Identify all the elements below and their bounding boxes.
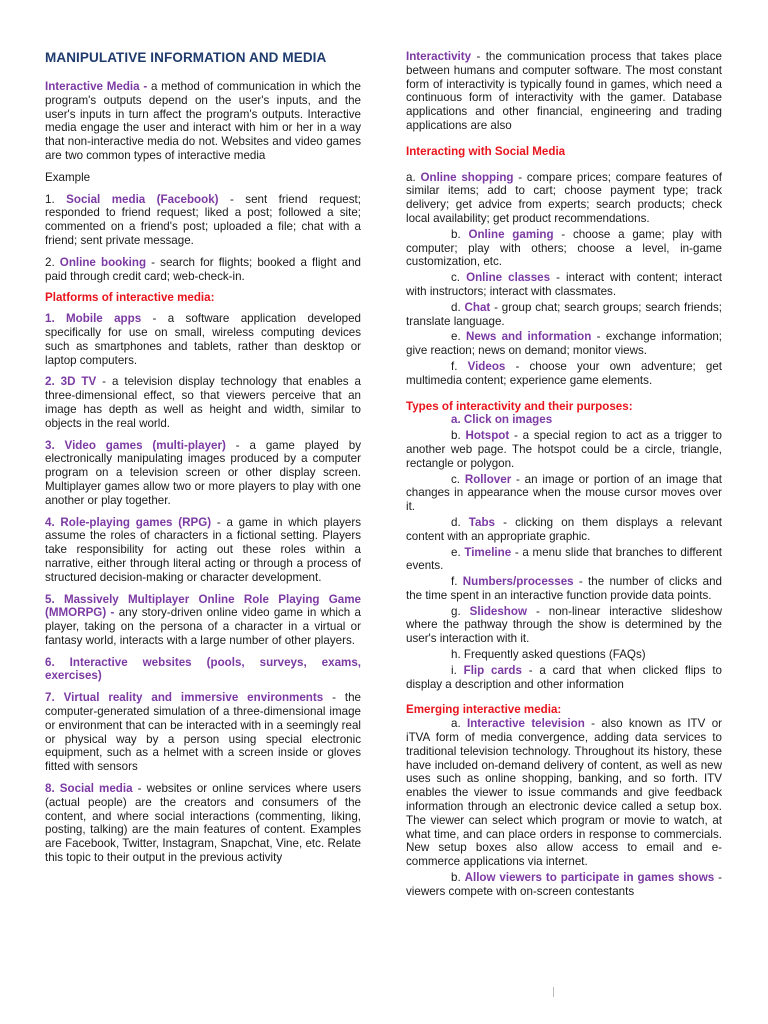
social-item: d. Chat - group chat; search groups; search friends; translate language. [406, 300, 722, 328]
interactive-media-definition: Interactive Media - a method of communication in which the program's outputs depend on the user's inputs, and the user's inputs in turn affect the program's outputs. Interactive media engage the user and interact with him or her in a way that non-interactive media do not. Websites and video games are two common types of interactive media [45, 80, 361, 162]
emerging-item: b. Allow viewers to participate in games shows - viewers compete with on-screen contestants [406, 871, 722, 898]
interactivity-definition: Interactivity - the communication process that takes place between humans and computer software. The most constant form of interactivity is typically found in games, which need a continuous form of interactivity with the gamer. Database applications and other financial, engineering and trading applications are also [406, 50, 722, 132]
type-item: c. Rollover - an image or portion of an image that changes in appearance when the mouse cursor moves over it. [406, 472, 722, 514]
platform-item: 2. 3D TV - a television display technology that enables a three-dimensional effect, so that viewers perceive that an image has depth as well as height and width, similar to objects in the real world. [45, 375, 361, 430]
platform-item: 8. Social media - websites or online services where users (actual people) are the creators and consumers of the content, and where social interactions (commenting, liking, posting, talking) are the main features of content. Examples are Facebook, Twitter, Instagram, Snapchat, Vine, etc. Relate this topic to their output in the previous activity [45, 782, 361, 865]
page-title: MANIPULATIVE INFORMATION AND MEDIA [45, 50, 327, 65]
platform-item: 5. Massively Multiplayer Online Role Playing Game (MMORPG) - any story-driven online video game in which a player, taking on the persona of a character in a virtual or fantasy world, interacts with a large number of other players. [45, 592, 362, 647]
platform-item: 7. Virtual reality and immersive environments - the computer-generated simulation of a three-dimensional image or environment that can be interacted with in a seemingly real or physical way by a person using special electronic equipment, such as a helmet with a screen inside or gloves fitted with sensors [45, 691, 361, 774]
type-item: e. Timeline - a menu slide that branches to different events. [406, 545, 723, 573]
type-item: h. Frequently asked questions (FAQs) [451, 648, 646, 662]
platform-item: 6. Interactive websites (pools, surveys, exams, exercises) [45, 655, 361, 683]
section-heading-social: Interacting with Social Media [406, 144, 566, 158]
type-item: g. Slideshow - non-linear interactive slideshow where the pathway through the show is determined by the user's interaction with it. [406, 604, 723, 646]
platform-item: 1. Mobile apps - a software application developed specifically for use on small, wireless computing devices such as smartphones and tablets, rather than desktop or laptop computers. [45, 312, 361, 367]
social-item: b. Online gaming - choose a game; play with computer; play with others; choose a level, in-game customization, etc. [406, 227, 722, 269]
left-column [45, 50, 361, 873]
type-item: f. Numbers/processes - the number of clicks and the time spent in an interactive function provide data points. [406, 575, 723, 602]
page-marker [553, 987, 554, 997]
type-item: d. Tabs - clicking on them displays a relevant content with an appropriate graphic. [406, 515, 722, 543]
type-item: a. Click on images [451, 413, 553, 427]
section-heading-platforms: Platforms of interactive media: [45, 291, 215, 305]
social-item: c. Online classes - interact with content; interact with instructors; interact with classmates. [406, 271, 723, 298]
section-heading-emerging: Emerging interactive media: [406, 703, 562, 717]
example-label: Example [45, 170, 91, 184]
example-item: 2. Online booking - search for flights; booked a flight and paid through credit card; web-check-in. [45, 255, 361, 283]
social-item: e. News and information - exchange information; give reaction; news on demand; monitor views. [406, 330, 722, 358]
example-item: 1. Social media (Facebook) - sent friend request; responded to friend request; liked a post; followed a site; commented on a friend's post; uploaded a file; chat with a friend; sent private message. [45, 192, 361, 247]
platform-item: 4. Role-playing games (RPG) - a game in which players assume the roles of characters in a fictional setting. Players take responsibility for acting out these roles within a narrative, either through literal acting or through a process of structured decision-making or character development. [45, 515, 361, 584]
social-item: a. Online shopping - compare prices; compare features of similar items; add to cart; choose payment type; track delivery; get advice from experts; search products; check local availability; get product recommendations. [406, 170, 723, 225]
social-item: f. Videos - choose your own adventure; get multimedia content; experience game elements. [406, 359, 722, 387]
right-column [406, 50, 722, 907]
type-item: b. Hotspot - a special region to act as a trigger to another web page. The hotspot could be a circle, triangle, rectangle or polygon. [406, 429, 722, 470]
section-heading-types: Types of interactivity and their purposes: [406, 399, 633, 413]
emerging-item: a. Interactive television - also known as ITV or iTVA form of media convergence, adding data services to traditional television technology. Throughout its history, these have included on-demand delivery of content, as well as new uses such as online shopping, banking, and so forth. ITV enables the viewer to issue commands and give feedback information through an electronic device called a setup box. The viewer can select which program or movie to watch, at what time, and can place orders in response to commercials. New setup boxes also allow access to email and e-commerce applications via internet. [406, 717, 723, 869]
type-item: i. Flip cards - a card that when clicked flips to display a description and other information [406, 663, 722, 691]
platform-item: 3. Video games (multi-player) - a game played by electronically manipulating images produced by a computer program on a television screen or other display screen. Multiplayer games allow two or more players to play with one another or play together. [45, 438, 362, 507]
